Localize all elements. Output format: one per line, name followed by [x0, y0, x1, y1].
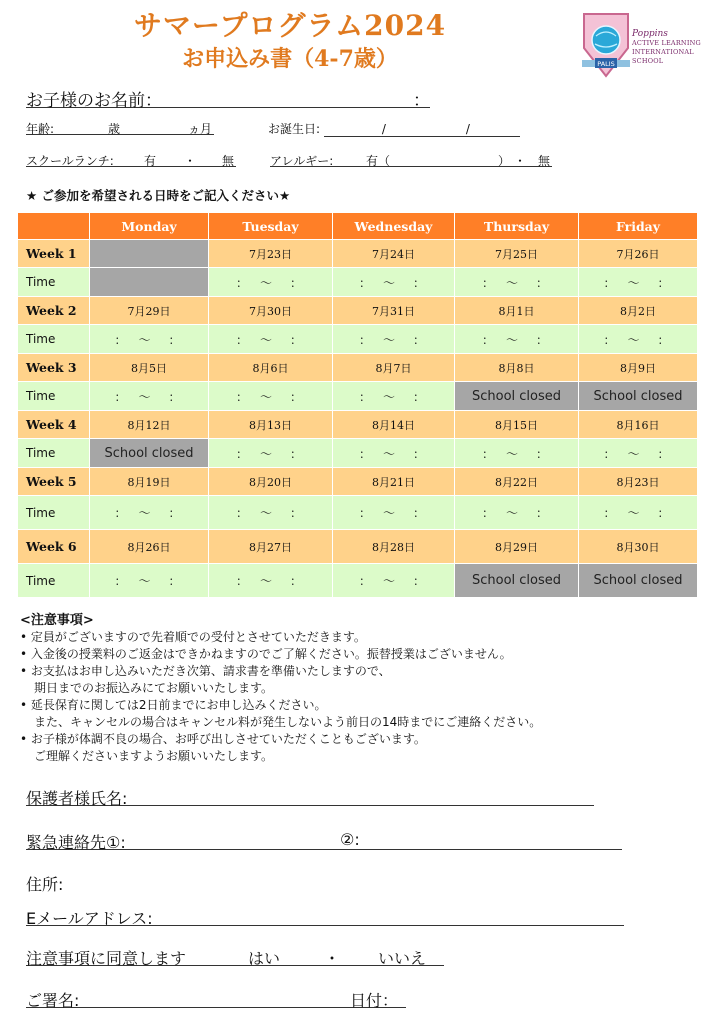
school-closed-cell: School closed: [579, 382, 698, 411]
date-cell[interactable]: 8月15日: [455, 411, 579, 439]
header-friday: Friday: [579, 213, 698, 240]
allergy-no[interactable]: 無: [538, 154, 551, 168]
agree-yes[interactable]: はい: [248, 949, 281, 968]
lunch-yes[interactable]: 有: [144, 154, 157, 168]
date-cell[interactable]: 8月27日: [209, 530, 333, 564]
time-input-cell[interactable]: ： 〜 ：: [333, 496, 455, 530]
note-item: ご理解くださいますようお願いいたします。: [34, 749, 274, 763]
notes-section: [20, 612, 700, 765]
birthday-sep-2: /: [465, 122, 470, 136]
time-input-cell[interactable]: ： 〜 ：: [209, 564, 333, 598]
agree-label: 注意事項に同意します: [26, 949, 187, 968]
school-logo-text: [632, 30, 708, 66]
time-input-cell[interactable]: ： 〜 ：: [333, 564, 455, 598]
date-cell[interactable]: 8月23日: [579, 468, 698, 496]
time-input-cell[interactable]: ： 〜 ：: [579, 268, 698, 297]
allergy-yes[interactable]: 有（: [366, 154, 391, 168]
date-cell[interactable]: 8月22日: [455, 468, 579, 496]
week-label: Week 2: [18, 297, 90, 325]
agree-no[interactable]: いいえ: [378, 949, 427, 968]
time-input-cell[interactable]: ： 〜 ：: [579, 496, 698, 530]
week-label: Week 4: [18, 411, 90, 439]
school-closed-cell: School closed: [455, 564, 579, 598]
time-input-cell[interactable]: ： 〜 ：: [455, 325, 579, 354]
age-field[interactable]: [26, 120, 214, 136]
agree-dot: ・: [324, 949, 341, 968]
date-cell[interactable]: 8月8日: [455, 354, 579, 382]
time-label: Time: [18, 325, 90, 354]
time-input-cell[interactable]: ： 〜 ：: [455, 439, 579, 468]
date-cell[interactable]: 7月25日: [455, 240, 579, 268]
email-label: Eメールアドレス:: [26, 909, 153, 928]
note-item: • お支払はお申し込みいただき次第、請求書を準備いたしますので、: [20, 664, 391, 678]
header-blank: [18, 213, 90, 240]
schedule-instruction: ★ ご参加を希望される日時をご記入ください★: [26, 188, 291, 203]
time-input-cell[interactable]: ： 〜 ：: [90, 564, 209, 598]
schedule-table: [17, 212, 698, 598]
note-item: • 定員がございますので先着順での受付とさせていただきます。: [20, 630, 366, 644]
date-cell[interactable]: 8月30日: [579, 530, 698, 564]
logo-emblem-text: PALIS: [597, 60, 615, 68]
date-cell-disabled: [90, 240, 209, 268]
time-input-cell[interactable]: ： 〜 ：: [333, 439, 455, 468]
time-input-cell[interactable]: ： 〜 ：: [455, 496, 579, 530]
lunch-dot: ・: [184, 154, 197, 168]
time-label: Time: [18, 382, 90, 411]
page-title: サマープログラム2024: [133, 9, 447, 42]
date-cell[interactable]: 8月20日: [209, 468, 333, 496]
age-label: 年齢:: [26, 122, 55, 136]
date-cell[interactable]: 8月26日: [90, 530, 209, 564]
time-input-cell[interactable]: ： 〜 ：: [333, 268, 455, 297]
time-input-cell[interactable]: ： 〜 ：: [209, 496, 333, 530]
notes-heading: <注意事項>: [20, 613, 94, 628]
child-name-label: お子様のお名前：: [26, 91, 162, 111]
date-cell[interactable]: 8月14日: [333, 411, 455, 439]
date-cell[interactable]: 8月29日: [455, 530, 579, 564]
emergency2-label: ②:: [340, 830, 360, 849]
birthday-sep-1: /: [381, 122, 386, 136]
address-field[interactable]: [26, 872, 126, 894]
note-item: • 入金後の授業料のご返金はできかねますのでご了解ください。振替授業はございません。: [20, 647, 512, 661]
date-cell[interactable]: 8月9日: [579, 354, 698, 382]
date-cell[interactable]: 7月26日: [579, 240, 698, 268]
email-field[interactable]: [26, 906, 624, 926]
date-cell[interactable]: 8月21日: [333, 468, 455, 496]
page-subtitle: お申込み書（4-7歳）: [182, 46, 398, 72]
signature-field[interactable]: [26, 988, 406, 1008]
time-input-cell[interactable]: ： 〜 ：: [209, 439, 333, 468]
note-item: • お子様が体調不良の場合、お呼び出しさせていただくこともございます。: [20, 732, 426, 746]
time-cell-disabled: [90, 268, 209, 297]
school-closed-cell: School closed: [579, 564, 698, 598]
time-label: Time: [18, 439, 90, 468]
header-monday: Monday: [90, 213, 209, 240]
date-cell[interactable]: 7月24日: [333, 240, 455, 268]
child-name-colon: ：: [413, 91, 430, 111]
allergy-label: アレルギー:: [270, 154, 334, 168]
lunch-field[interactable]: [26, 152, 236, 168]
lunch-no[interactable]: 無: [222, 154, 235, 168]
date-cell[interactable]: 8月19日: [90, 468, 209, 496]
logo-line2: INTERNATIONAL SCHOOL: [632, 48, 694, 65]
signature-label: ご署名:: [26, 991, 80, 1010]
emergency-contact-field[interactable]: [26, 830, 622, 850]
date-cell[interactable]: 8月16日: [579, 411, 698, 439]
note-item: また、キャンセルの場合はキャンセル料が発生しないよう前日の14時までにご連絡ください。: [34, 715, 542, 729]
time-input-cell[interactable]: ： 〜 ：: [579, 325, 698, 354]
allergy-field[interactable]: [270, 152, 552, 168]
header-wednesday: Wednesday: [333, 213, 455, 240]
lunch-label: スクールランチ:: [26, 154, 114, 168]
date-cell[interactable]: 7月23日: [209, 240, 333, 268]
logo-brand: Poppins: [632, 29, 668, 39]
note-item: 期日までのお振込みにてお願いいたします。: [34, 681, 274, 695]
date-cell[interactable]: 7月29日: [90, 297, 209, 325]
time-input-cell[interactable]: ： 〜 ：: [333, 382, 455, 411]
date-cell[interactable]: 8月12日: [90, 411, 209, 439]
time-input-cell[interactable]: ： 〜 ：: [90, 325, 209, 354]
birthday-label: お誕生日:: [268, 122, 321, 136]
header-thursday: Thursday: [455, 213, 579, 240]
agreement-field[interactable]: [26, 946, 444, 966]
date-cell[interactable]: 8月1日: [455, 297, 579, 325]
time-label: Time: [18, 496, 90, 530]
time-label: Time: [18, 268, 90, 297]
date-cell[interactable]: 8月5日: [90, 354, 209, 382]
time-label: Time: [18, 564, 90, 598]
time-input-cell[interactable]: ： 〜 ：: [90, 382, 209, 411]
age-years-unit: 歳: [108, 122, 121, 136]
logo-line1: ACTIVE LEARNING: [632, 39, 701, 47]
date-cell[interactable]: 7月30日: [209, 297, 333, 325]
date-cell[interactable]: 8月2日: [579, 297, 698, 325]
time-input-cell[interactable]: ： 〜 ：: [90, 496, 209, 530]
emergency1-label: 緊急連絡先①:: [26, 833, 126, 852]
note-item: • 延長保育に関しては2日前までにお申し込みください。: [20, 698, 327, 712]
week-label: Week 1: [18, 240, 90, 268]
time-input-cell[interactable]: ： 〜 ：: [579, 439, 698, 468]
date-cell[interactable]: 8月6日: [209, 354, 333, 382]
allergy-close: ）: [498, 154, 511, 168]
birthday-field[interactable]: [268, 120, 520, 137]
date-cell[interactable]: 8月28日: [333, 530, 455, 564]
school-closed-cell: School closed: [90, 439, 209, 468]
week-label: Week 5: [18, 468, 90, 496]
allergy-dot: ・: [514, 154, 527, 168]
week-label: Week 3: [18, 354, 90, 382]
date-cell[interactable]: 8月13日: [209, 411, 333, 439]
time-input-cell[interactable]: ： 〜 ：: [455, 268, 579, 297]
school-closed-cell: School closed: [455, 382, 579, 411]
time-input-cell[interactable]: ： 〜 ：: [333, 325, 455, 354]
date-cell[interactable]: 8月7日: [333, 354, 455, 382]
guardian-name-label: 保護者様氏名:: [26, 789, 128, 808]
date-cell[interactable]: 7月31日: [333, 297, 455, 325]
age-months-unit: ヵ月: [188, 122, 213, 136]
child-name-field[interactable]: [26, 86, 430, 111]
header-tuesday: Tuesday: [209, 213, 333, 240]
guardian-name-field[interactable]: [26, 786, 594, 806]
time-input-cell[interactable]: ： 〜 ：: [209, 382, 333, 411]
time-input-cell[interactable]: ： 〜 ：: [209, 325, 333, 354]
address-label: 住所:: [26, 875, 64, 894]
date-label: 日付：: [350, 991, 399, 1010]
week-label: Week 6: [18, 530, 90, 564]
time-input-cell[interactable]: ： 〜 ：: [209, 268, 333, 297]
